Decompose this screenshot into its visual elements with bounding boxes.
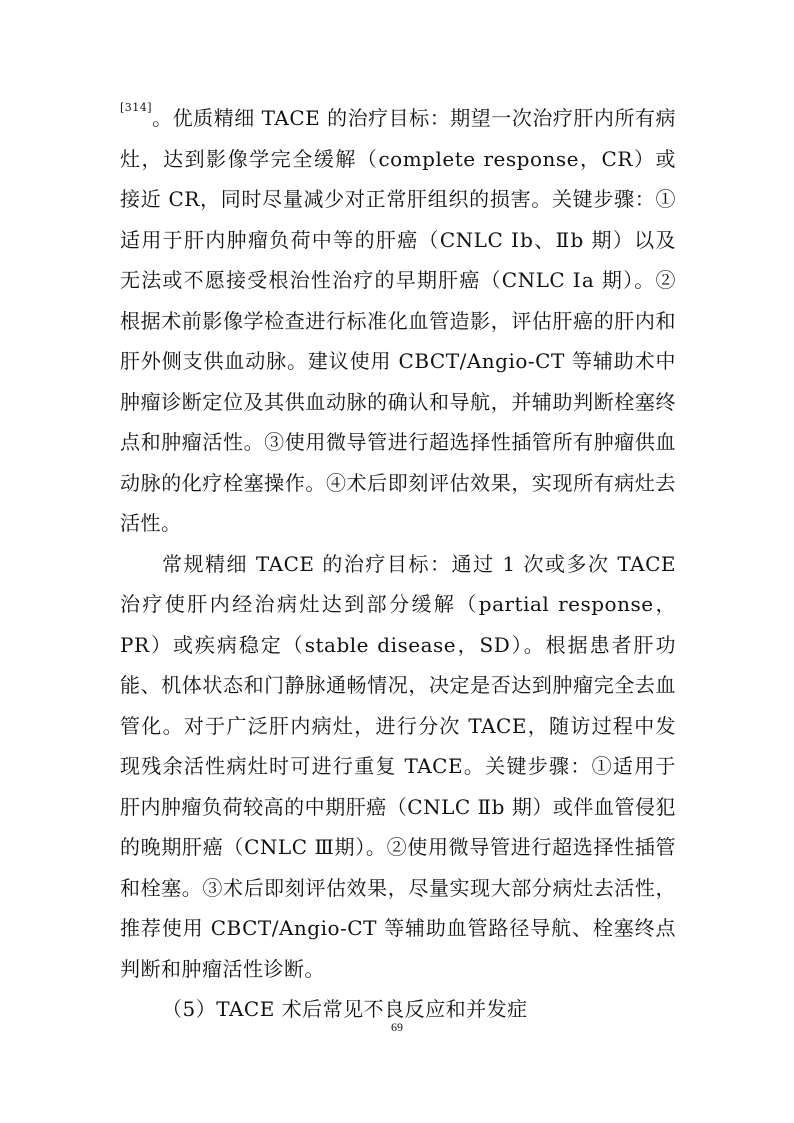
page-number: 69 xyxy=(391,1020,403,1034)
paragraph-tace-routine: 常规精细 TACE 的治疗目标：通过 1 次或多次 TACE 治疗使肝内经治病灶达到部分缓解（partial response，PR）或疾病稳定（stable disease，SD）。根据患者肝功能、机体状态和门静脉通畅情况，决定是否达到肿瘤完全去血管化。对于广泛肝内病灶，进行分次 TACE，随访过程中发现残余活性病灶时可进行重复 TACE。关键步骤：①适用于肝内肿瘤负荷较高的中期肝癌（CNLC Ⅱb 期）或伴血管侵犯的晚期肝癌（CNLC Ⅲ期）。②使用微导管进行超选择性插管和栓塞。③术后即刻评估效果，尽量实现大部分病灶去活性，推荐使用 CBCT/Angio-CT 等辅助血管路径导航、栓塞终点判断和肿瘤活性诊断。 xyxy=(120,551,676,981)
reference-marker: [314] xyxy=(120,101,153,114)
section-heading: （5）TACE 术后常见不良反应和并发症 xyxy=(162,997,528,1021)
document-body xyxy=(120,98,676,1030)
paragraph-tace-quality xyxy=(120,98,676,544)
paragraph-tace-quality-text: 。优质精细 TACE 的治疗目标：期望一次治疗肝内所有病灶，达到影像学完全缓解（complete response，CR）或接近 CR，同时尽量减少对正常肝组织的损害。关键步骤：①适用于肝内肿瘤负荷中等的肝癌（CNLC Ⅰb、Ⅱb 期）以及无法或不愿接受根治性治疗的早期肝癌（CNLC Ⅰa 期）。②根据术前影像学检查进行标准化血管造影，评估肝癌的肝内和肝外侧支供血动脉。建议使用 CBCT/Angio-CT 等辅助术中肿瘤诊断定位及其供血动脉的确认和导航，并辅助判断栓塞终点和肿瘤活性。③使用微导管进行超选择性插管所有肿瘤供血动脉的化疗栓塞操作。④术后即刻评估效果，实现所有病灶去活性。 xyxy=(120,106,676,535)
